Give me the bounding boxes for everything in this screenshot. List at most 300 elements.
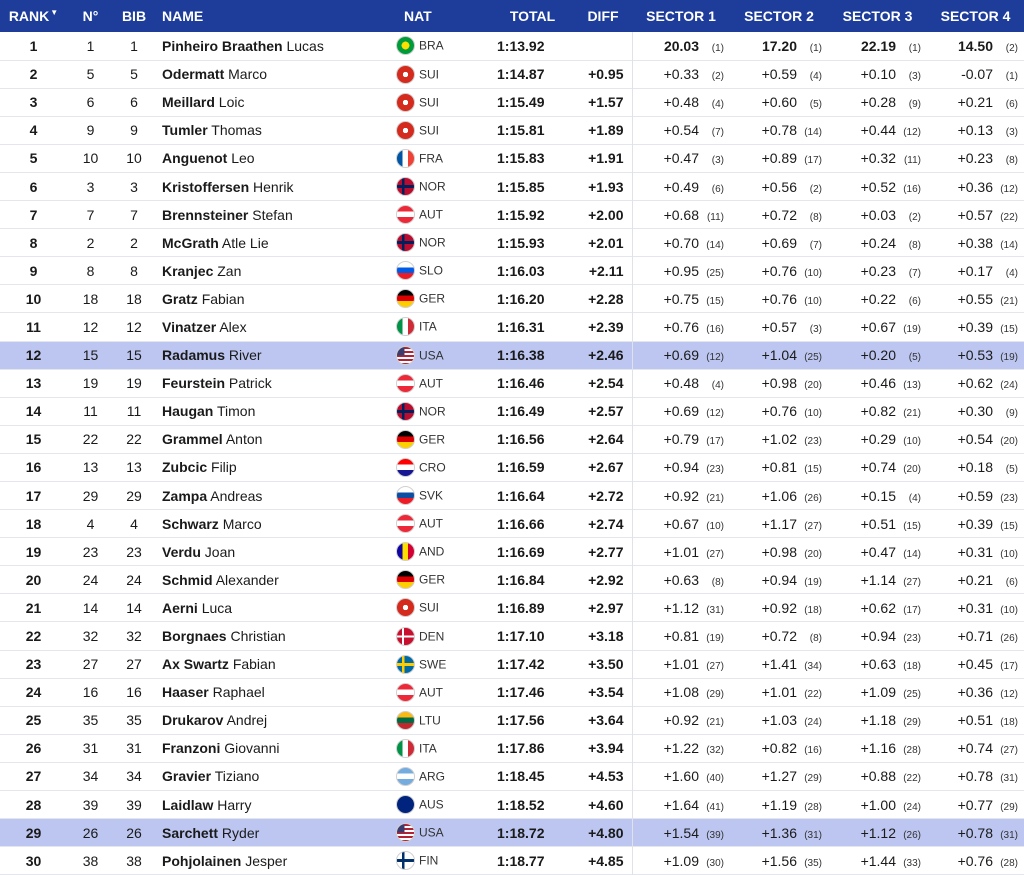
athlete-name-cell[interactable] <box>154 60 392 88</box>
diff-cell: +2.54 <box>588 375 624 392</box>
diff-cell: +2.64 <box>588 431 624 448</box>
table-row[interactable] <box>0 369 1024 397</box>
table-row[interactable] <box>0 229 1024 257</box>
athlete-name-cell[interactable] <box>154 678 392 706</box>
athlete-last-name[interactable]: Zampa <box>162 487 208 504</box>
sector-2-cell <box>730 60 828 88</box>
sector-4-cell <box>927 594 1024 622</box>
sector-2-cell <box>730 566 828 594</box>
diff-cell: +2.57 <box>588 403 624 420</box>
flag-icon <box>396 346 415 365</box>
flag-icon <box>396 683 415 702</box>
table-row[interactable] <box>0 201 1024 229</box>
sector-rank: (27) <box>706 548 724 560</box>
athlete-first-name[interactable]: Anton <box>225 431 263 448</box>
sector-rank: (5) <box>809 99 822 111</box>
table-row[interactable] <box>0 313 1024 341</box>
athlete-name-cell[interactable] <box>154 594 392 622</box>
athlete-last-name[interactable]: Vinatzer <box>162 318 217 335</box>
athlete-first-name[interactable]: Alexander <box>215 571 279 588</box>
sector-2-cell <box>730 594 828 622</box>
athlete-first-name[interactable]: Thomas <box>211 122 262 139</box>
rank-cell: 2 <box>29 66 38 83</box>
athlete-last-name[interactable]: Feurstein <box>162 375 226 392</box>
diff-cell: +2.92 <box>588 571 624 588</box>
athlete-last-name[interactable]: Meillard <box>162 94 215 111</box>
start-number-cell: 5 <box>86 66 95 83</box>
diff-cell: +2.74 <box>588 515 624 532</box>
sector-rank: (29) <box>804 773 822 785</box>
sector-time: +0.22 <box>860 290 896 307</box>
sector-time: +1.01 <box>663 656 699 673</box>
sector-4-cell <box>927 538 1024 566</box>
flag-icon <box>396 627 415 646</box>
sector-3-cell <box>828 650 927 678</box>
sector-2-cell <box>730 144 828 172</box>
sector-rank: (10) <box>804 267 822 279</box>
bib-cell: 24 <box>126 571 142 588</box>
athlete-first-name[interactable]: Joan <box>204 543 236 560</box>
sector-time: +0.76 <box>761 262 797 279</box>
nation-cell <box>392 538 491 566</box>
athlete-first-name[interactable]: Raphael <box>212 684 265 701</box>
sector-2-cell <box>730 425 828 453</box>
sector-4-cell <box>927 453 1024 481</box>
sector-3-cell <box>828 734 927 762</box>
bib-cell: 31 <box>126 740 142 757</box>
athlete-first-name[interactable]: Andreas <box>210 487 263 504</box>
athlete-name-cell[interactable] <box>154 453 392 481</box>
table-row[interactable] <box>0 734 1024 762</box>
sector-time: +1.12 <box>860 824 896 841</box>
sector-rank: (31) <box>804 829 822 841</box>
table-row[interactable] <box>0 819 1024 847</box>
athlete-last-name[interactable]: Anguenot <box>162 150 228 167</box>
athlete-first-name[interactable]: Christian <box>230 628 286 645</box>
athlete-first-name[interactable]: Harry <box>217 796 252 813</box>
athlete-last-name[interactable]: Brennsteiner <box>162 206 249 223</box>
athlete-last-name[interactable]: Haaser <box>162 684 209 701</box>
athlete-first-name[interactable]: Lucas <box>286 37 324 54</box>
athlete-first-name[interactable]: Tiziano <box>214 768 260 785</box>
sector-time: +0.36 <box>957 684 993 701</box>
athlete-first-name[interactable]: Fabian <box>232 656 276 673</box>
table-row[interactable] <box>0 60 1024 88</box>
sector-4-cell <box>927 313 1024 341</box>
athlete-last-name[interactable]: Grammel <box>162 431 223 448</box>
bib-column-header[interactable]: BIB <box>121 8 147 24</box>
athlete-first-name[interactable]: Marco <box>228 66 268 83</box>
athlete-name-cell[interactable] <box>154 791 392 819</box>
athlete-name-cell[interactable] <box>154 425 392 453</box>
nation-code: AUT <box>419 376 443 391</box>
sector-2-cell <box>730 510 828 538</box>
sector-rank: (33) <box>903 857 921 869</box>
nat-column-header[interactable]: NAT <box>404 8 432 24</box>
sector-1-cell <box>632 650 730 678</box>
athlete-last-name[interactable]: Kristoffersen <box>162 178 250 195</box>
rank-cell: 30 <box>25 852 42 869</box>
sector-rank: (20) <box>903 464 921 476</box>
athlete-last-name[interactable]: Gravier <box>162 768 212 785</box>
sector-time: +0.81 <box>761 459 797 476</box>
sector-time: +0.94 <box>761 571 797 588</box>
athlete-last-name[interactable]: Haugan <box>162 403 214 420</box>
table-row[interactable] <box>0 116 1024 144</box>
athlete-first-name[interactable]: Leo <box>231 150 255 167</box>
sector-1-column-header[interactable]: SECTOR 1 <box>646 8 716 24</box>
sector-rank: (16) <box>903 183 921 195</box>
sector-2-cell <box>730 762 828 790</box>
athlete-last-name[interactable]: Franzoni <box>162 740 221 757</box>
sector-3-cell <box>828 847 927 875</box>
start-number-cell: 39 <box>82 796 99 813</box>
athlete-last-name[interactable]: Borgnaes <box>162 628 227 645</box>
sector-3-cell <box>828 762 927 790</box>
table-row[interactable] <box>0 397 1024 425</box>
total-time-cell: 1:17.42 <box>497 656 545 673</box>
sector-2-cell <box>730 482 828 510</box>
athlete-last-name[interactable]: Drukarov <box>162 712 224 729</box>
athlete-first-name[interactable]: Loic <box>218 94 245 111</box>
sector-2-cell <box>730 622 828 650</box>
athlete-last-name[interactable]: Schwarz <box>162 515 219 532</box>
nation-cell <box>392 650 491 678</box>
table-row[interactable] <box>0 678 1024 706</box>
table-row[interactable] <box>0 566 1024 594</box>
athlete-name-cell[interactable] <box>154 482 392 510</box>
total-time-cell: 1:16.66 <box>497 515 545 532</box>
total-time-cell: 1:18.52 <box>497 796 545 813</box>
athlete-first-name[interactable]: Henrik <box>253 178 294 195</box>
athlete-last-name[interactable]: Odermatt <box>162 66 225 83</box>
rank-column-header[interactable]: RANK▼ <box>8 8 59 24</box>
total-time-cell: 1:16.49 <box>497 403 545 420</box>
table-row[interactable] <box>0 144 1024 172</box>
total-column-header[interactable]: TOTAL <box>509 8 556 24</box>
athlete-name-cell[interactable] <box>154 650 392 678</box>
sector-rank: (4) <box>1005 267 1018 279</box>
sector-3-cell <box>828 819 927 847</box>
athlete-name-cell[interactable] <box>154 566 392 594</box>
nation-code: AUT <box>419 516 443 531</box>
sector-4-column-header[interactable]: SECTOR 4 <box>940 8 1011 24</box>
athlete-last-name[interactable]: Zubcic <box>162 459 208 476</box>
nation-code: ITA <box>419 319 437 334</box>
sector-rank: (8) <box>1005 155 1018 167</box>
sector-3-cell <box>828 116 927 144</box>
sector-3-cell <box>828 341 927 369</box>
athlete-last-name[interactable]: Verdu <box>162 543 201 560</box>
sector-rank: (19) <box>1000 352 1018 364</box>
nation-code: USA <box>419 825 444 840</box>
sector-3-column-header[interactable]: SECTOR 3 <box>842 8 913 24</box>
total-time-cell: 1:15.49 <box>497 94 545 111</box>
athlete-first-name[interactable]: Marco <box>222 515 262 532</box>
athlete-first-name[interactable]: Timon <box>216 403 256 420</box>
sector-time: +1.09 <box>860 684 896 701</box>
sector-rank: (4) <box>809 71 822 83</box>
flag-icon <box>396 486 415 505</box>
rank-cell: 3 <box>29 94 38 111</box>
name-column-header[interactable]: NAME <box>162 8 204 24</box>
table-row[interactable] <box>0 32 1024 60</box>
table-row[interactable] <box>0 88 1024 116</box>
sector-time: +0.68 <box>663 206 699 223</box>
athlete-name-cell[interactable] <box>154 341 392 369</box>
nation-code: DEN <box>419 629 445 644</box>
athlete-name-cell[interactable] <box>154 706 392 734</box>
sector-rank: (15) <box>903 520 921 532</box>
athlete-name-cell[interactable] <box>154 847 392 875</box>
table-row[interactable] <box>0 257 1024 285</box>
sector-1-cell <box>632 144 730 172</box>
athlete-last-name[interactable]: McGrath <box>162 234 219 251</box>
table-row[interactable] <box>0 538 1024 566</box>
sector-time: 22.19 <box>860 37 896 54</box>
bib-cell: 38 <box>126 852 142 869</box>
sector-rank: (40) <box>706 773 724 785</box>
sector-2-cell <box>730 734 828 762</box>
table-row[interactable] <box>0 622 1024 650</box>
total-time-cell: 1:16.03 <box>497 262 545 279</box>
flag-icon <box>396 149 415 168</box>
table-row[interactable] <box>0 706 1024 734</box>
sector-2-column-header[interactable]: SECTOR 2 <box>744 8 814 24</box>
sector-rank: (12) <box>1000 183 1018 195</box>
sector-rank: (7) <box>908 267 921 279</box>
start-number-cell: 8 <box>86 262 95 279</box>
athlete-first-name[interactable]: Atle Lie <box>221 234 269 251</box>
athlete-name-cell[interactable] <box>154 397 392 425</box>
total-time-cell: 1:18.72 <box>497 824 545 841</box>
athlete-last-name[interactable]: Schmid <box>162 571 213 588</box>
sector-rank: (14) <box>804 127 822 139</box>
bib-cell: 16 <box>126 684 142 701</box>
athlete-last-name[interactable]: Kranjec <box>162 262 214 279</box>
rank-cell: 17 <box>25 487 42 504</box>
sector-time: +0.21 <box>957 94 993 111</box>
rank-cell: 6 <box>29 178 38 195</box>
rank-cell: 18 <box>25 515 42 532</box>
athlete-last-name[interactable]: Aerni <box>162 599 198 616</box>
athlete-name-cell[interactable] <box>154 32 392 60</box>
sector-rank: (9) <box>1005 408 1018 420</box>
athlete-name-cell[interactable] <box>154 762 392 790</box>
sector-time: +0.76 <box>957 852 993 869</box>
sector-time: +0.78 <box>761 122 797 139</box>
flag-icon <box>396 233 415 252</box>
sector-time: +0.47 <box>663 150 699 167</box>
athlete-name-cell[interactable] <box>154 257 392 285</box>
athlete-first-name[interactable]: River <box>228 347 262 364</box>
sector-time: +0.88 <box>860 768 896 785</box>
sector-time: +0.62 <box>860 599 896 616</box>
rank-cell: 27 <box>25 768 42 785</box>
sector-rank: (14) <box>903 548 921 560</box>
sector-time: +1.01 <box>761 684 797 701</box>
bib-cell: 32 <box>126 628 142 645</box>
athlete-name-cell[interactable] <box>154 510 392 538</box>
sector-time: +0.46 <box>860 375 896 392</box>
nation-cell <box>392 566 491 594</box>
athlete-last-name[interactable]: Pinheiro Braathen <box>162 37 283 54</box>
sector-rank: (27) <box>1000 745 1018 757</box>
sector-2-cell <box>730 819 828 847</box>
bib-cell: 34 <box>126 768 142 785</box>
rank-cell: 20 <box>25 571 42 588</box>
no-column-header[interactable]: N° <box>82 8 99 24</box>
athlete-last-name[interactable]: Sarchett <box>162 824 219 841</box>
nation-code: SUI <box>419 67 440 82</box>
sector-rank: (19) <box>804 576 822 588</box>
athlete-name-cell[interactable] <box>154 172 392 200</box>
table-row[interactable] <box>0 341 1024 369</box>
table-row[interactable] <box>0 425 1024 453</box>
sector-rank: (10) <box>1000 548 1018 560</box>
table-row[interactable] <box>0 847 1024 875</box>
sector-rank: (14) <box>706 239 724 251</box>
flag-icon <box>396 261 415 280</box>
sector-4-cell <box>927 285 1024 313</box>
athlete-name-cell[interactable] <box>154 313 392 341</box>
sector-1-cell <box>632 622 730 650</box>
sector-rank: (21) <box>1000 295 1018 307</box>
athlete-first-name[interactable]: Ryder <box>221 824 260 841</box>
athlete-first-name[interactable]: Jesper <box>245 852 288 869</box>
athlete-last-name[interactable]: Laidlaw <box>162 796 214 813</box>
athlete-name-cell[interactable] <box>154 369 392 397</box>
nation-cell <box>392 482 491 510</box>
sector-3-cell <box>828 622 927 650</box>
table-row[interactable] <box>0 453 1024 481</box>
flag-icon <box>396 65 415 84</box>
sector-rank: (35) <box>804 857 822 869</box>
nation-code: SUI <box>419 95 440 110</box>
sector-rank: (13) <box>903 380 921 392</box>
athlete-last-name[interactable]: Ax Swartz <box>162 656 229 673</box>
athlete-first-name[interactable]: Filip <box>211 459 237 476</box>
sector-1-cell <box>632 538 730 566</box>
nation-code: SWE <box>419 657 447 672</box>
sector-2-cell <box>730 32 828 60</box>
bib-cell: 2 <box>130 234 138 251</box>
sector-3-cell <box>828 285 927 313</box>
table-row[interactable] <box>0 650 1024 678</box>
start-number-cell: 26 <box>82 824 99 841</box>
athlete-first-name[interactable]: Stefan <box>252 206 293 223</box>
athlete-name-cell[interactable] <box>154 538 392 566</box>
start-number-cell: 24 <box>82 571 99 588</box>
sector-time: +0.78 <box>957 768 993 785</box>
sector-rank: (3) <box>908 71 921 83</box>
athlete-first-name[interactable]: Giovanni <box>224 740 280 757</box>
bib-cell: 35 <box>126 712 142 729</box>
sector-1-cell <box>632 201 730 229</box>
athlete-first-name[interactable]: Luca <box>201 599 233 616</box>
athlete-name-cell[interactable] <box>154 144 392 172</box>
nation-cell <box>392 60 491 88</box>
table-row[interactable] <box>0 172 1024 200</box>
sector-time: +0.23 <box>860 262 896 279</box>
start-number-cell: 1 <box>86 37 95 54</box>
diff-cell: +2.11 <box>588 262 624 279</box>
sector-rank: (17) <box>903 604 921 616</box>
flag-icon <box>396 655 415 674</box>
bib-cell: 22 <box>126 431 142 448</box>
table-row[interactable] <box>0 482 1024 510</box>
bib-cell: 1 <box>130 37 138 54</box>
sector-rank: (27) <box>903 576 921 588</box>
sector-rank: (3) <box>711 155 724 167</box>
sector-time: +0.92 <box>663 712 699 729</box>
sector-time: +0.33 <box>663 66 699 83</box>
bib-cell: 10 <box>126 150 142 167</box>
athlete-name-cell[interactable] <box>154 734 392 762</box>
diff-column-header[interactable]: DIFF <box>587 8 619 24</box>
athlete-first-name[interactable]: Alex <box>219 318 247 335</box>
table-row[interactable] <box>0 510 1024 538</box>
athlete-first-name[interactable]: Zan <box>217 262 242 279</box>
athlete-last-name[interactable]: Gratz <box>162 290 198 307</box>
athlete-last-name[interactable]: Pohjolainen <box>162 852 242 869</box>
athlete-name-cell[interactable] <box>154 88 392 116</box>
sector-rank: (28) <box>1000 857 1018 869</box>
athlete-last-name[interactable]: Radamus <box>162 347 226 364</box>
athlete-name-cell[interactable] <box>154 819 392 847</box>
nation-cell <box>392 510 491 538</box>
sector-time: +0.59 <box>957 487 993 504</box>
sector-time: +0.24 <box>860 234 896 251</box>
sector-rank: (22) <box>1000 211 1018 223</box>
sector-rank: (10) <box>1000 604 1018 616</box>
sector-3-cell <box>828 60 927 88</box>
sector-time: +0.10 <box>860 66 896 83</box>
table-row[interactable] <box>0 594 1024 622</box>
nation-code: SVK <box>419 488 444 503</box>
sector-rank: (2) <box>809 183 822 195</box>
diff-cell: +1.93 <box>588 178 624 195</box>
athlete-first-name[interactable]: Andrej <box>226 712 268 729</box>
sector-rank: (15) <box>804 464 822 476</box>
athlete-last-name[interactable]: Tumler <box>162 122 208 139</box>
start-number-cell: 18 <box>82 290 99 307</box>
table-row[interactable] <box>0 285 1024 313</box>
athlete-name-cell[interactable] <box>154 285 392 313</box>
athlete-first-name[interactable]: Patrick <box>228 375 272 392</box>
diff-cell <box>574 32 632 60</box>
athlete-first-name[interactable]: Fabian <box>201 290 245 307</box>
sector-time: +0.76 <box>761 290 797 307</box>
athlete-name-cell[interactable] <box>154 229 392 257</box>
sector-time: +1.01 <box>663 543 699 560</box>
athlete-name-cell[interactable] <box>154 622 392 650</box>
sector-time: +0.92 <box>663 487 699 504</box>
nation-cell <box>392 397 491 425</box>
rank-cell: 28 <box>25 796 42 813</box>
sector-time: +0.78 <box>957 824 993 841</box>
sector-time: +0.92 <box>761 599 797 616</box>
sector-3-cell <box>828 678 927 706</box>
sector-3-cell <box>828 482 927 510</box>
table-row[interactable] <box>0 791 1024 819</box>
sector-rank: (18) <box>804 604 822 616</box>
sector-1-cell <box>632 847 730 875</box>
nation-code: GER <box>419 572 446 587</box>
table-row[interactable] <box>0 762 1024 790</box>
athlete-name-cell[interactable] <box>154 116 392 144</box>
athlete-name-cell[interactable] <box>154 201 392 229</box>
